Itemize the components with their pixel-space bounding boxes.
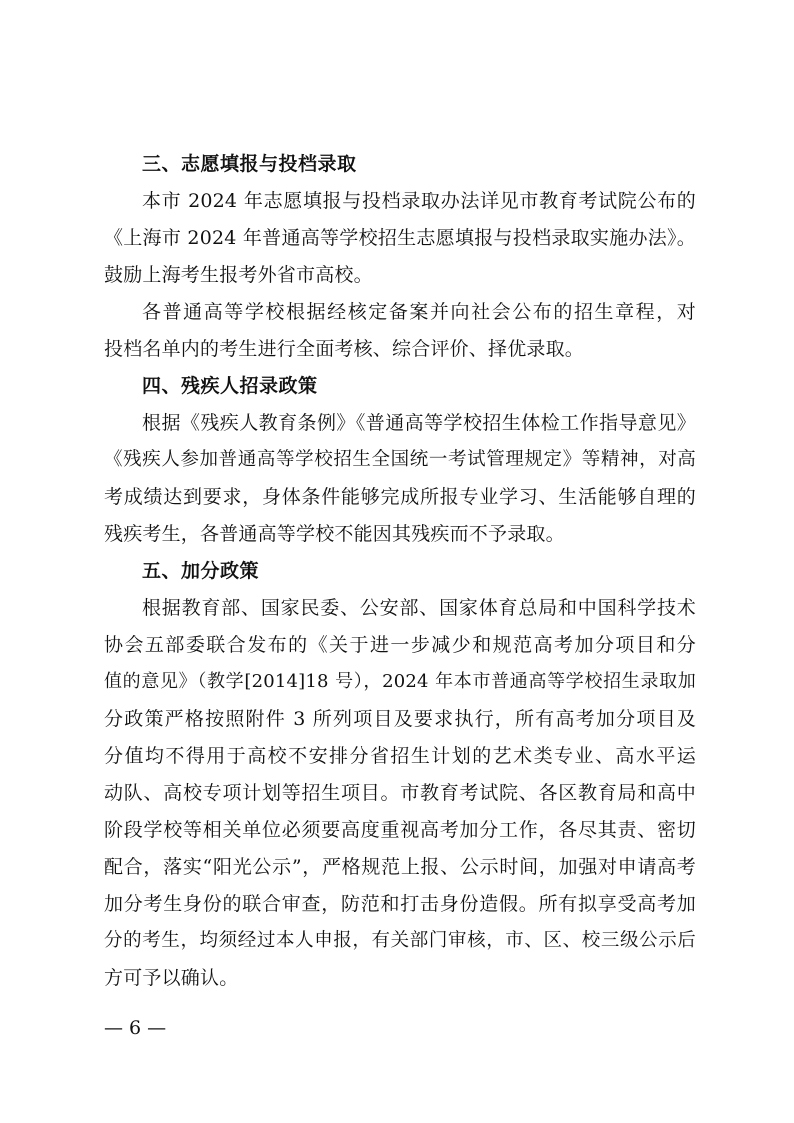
- paragraph-line: 残疾考生，各普通高等学校不能因其残疾而不予录取。: [104, 523, 565, 545]
- paragraph-line: 分政策严格按照附件 3 所列项目及要求执行，所有高考加分项目及: [104, 708, 696, 730]
- paragraph-line: 分的考生，均须经过本人申报，有关部门审核，市、区、校三级公示后: [104, 930, 696, 951]
- paragraph-line: 值的意见》（教学[2014]18 号），2024 年本市普通高等学校招生录取加: [104, 671, 696, 692]
- paragraph-line: 本市 2024 年志愿填报与投档录取办法详见市教育考试院公布的: [142, 190, 696, 212]
- section-heading-4: 四、残疾人招录政策: [142, 375, 318, 397]
- page-number: — 6 —: [104, 1017, 167, 1039]
- paragraph-line: 协会五部委联合发布的《关于进一步减少和规范高考加分项目和分: [104, 634, 696, 656]
- paragraph-line: 根据教育部、国家民委、公安部、国家体育总局和中国科学技术: [142, 597, 696, 619]
- paragraph-line: 配合，落实“阳光公示”，严格规范上报、公示时间，加强对申请高考: [104, 856, 696, 878]
- paragraph-line: 《上海市 2024 年普通高等学校招生志愿填报与投档录取实施办法》。: [104, 227, 696, 249]
- paragraph-line: 阶段学校等相关单位必须要高度重视高考加分工作，各尽其责、密切: [104, 819, 696, 841]
- paragraph-line: 分值均不得用于高校不安排分省招生计划的艺术类专业、高水平运: [104, 745, 696, 767]
- paragraph-line: 《残疾人参加普通高等学校招生全国统一考试管理规定》等精神，对高: [104, 449, 696, 470]
- paragraph-line: 方可予以确认。: [104, 967, 239, 989]
- paragraph-line: 投档名单内的考生进行全面考核、综合评价、择优录取。: [104, 338, 585, 360]
- paragraph-line: 动队、高校专项计划等招生项目。市教育考试院、各区教育局和高中: [104, 782, 696, 804]
- section-heading-3: 三、志愿填报与投档录取: [142, 153, 357, 175]
- paragraph-line: 加分考生身份的联合审查，防范和打击身份造假。所有拟享受高考加: [104, 893, 696, 915]
- section-heading-5: 五、加分政策: [142, 560, 260, 582]
- paragraph-line: 各普通高等学校根据经核定备案并向社会公布的招生章程，对: [142, 301, 696, 323]
- paragraph-line: 考成绩达到要求，身体条件能够完成所报专业学习、生活能够自理的: [104, 486, 696, 508]
- paragraph-line: 鼓励上海考生报考外省市高校。: [104, 264, 373, 286]
- paragraph-line: 根据《残疾人教育条例》《普通高等学校招生体检工作指导意见》: [142, 412, 696, 434]
